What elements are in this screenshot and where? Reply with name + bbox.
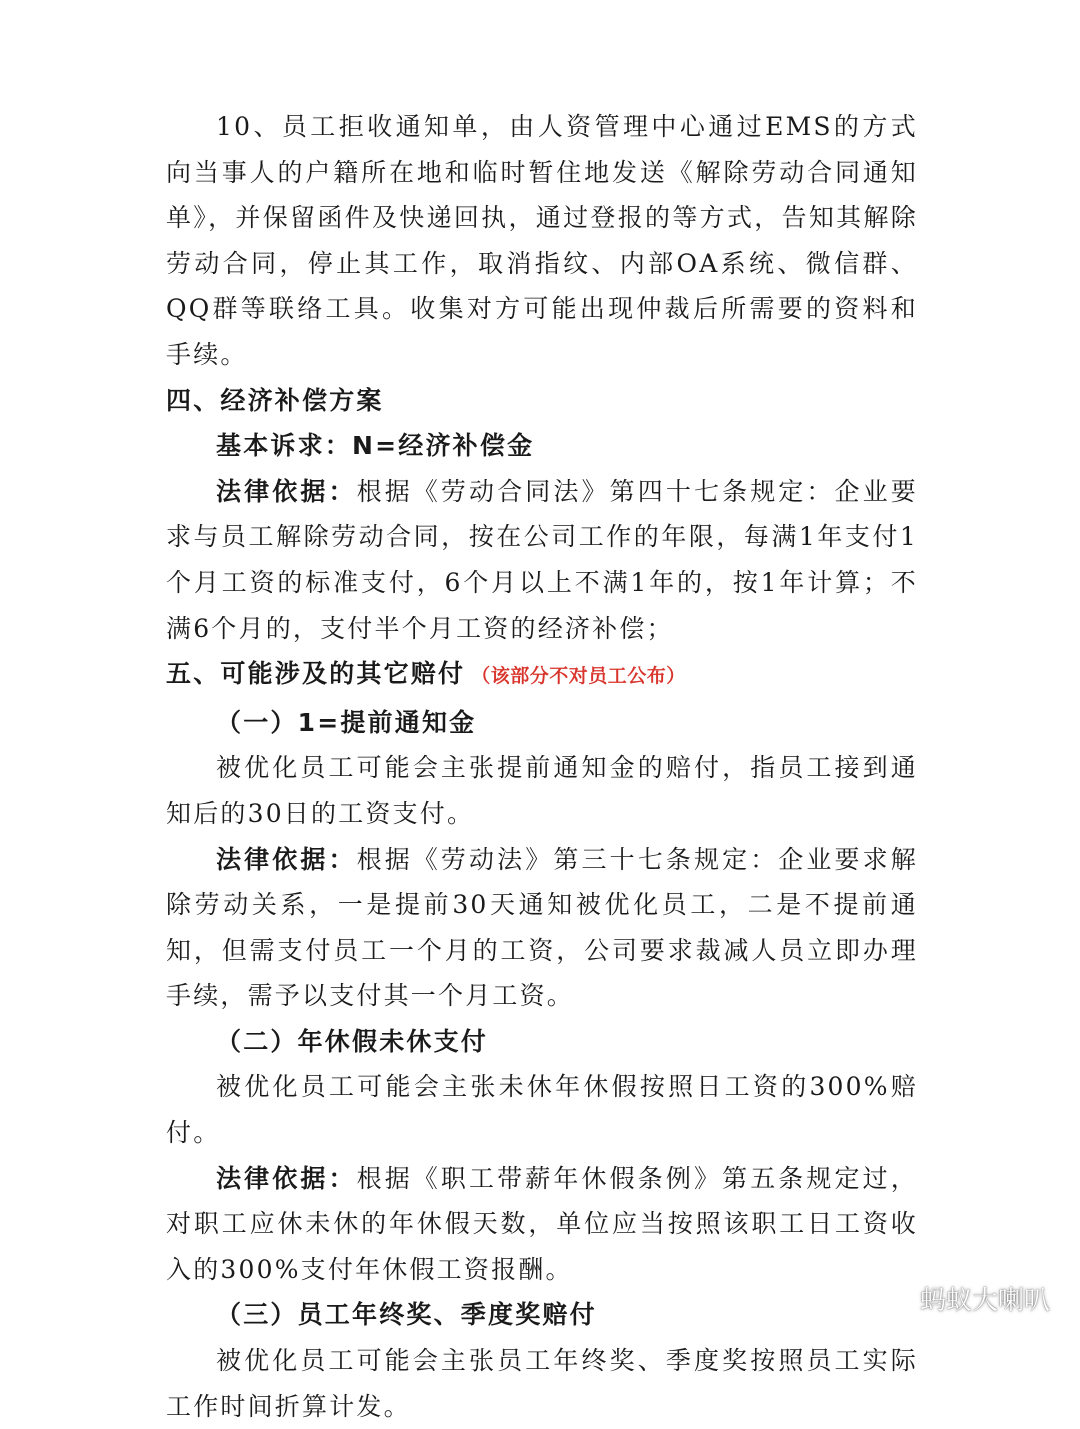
legal-basis-paragraph-1 — [166, 469, 918, 651]
legal-basis-label: 法律依据： — [216, 476, 357, 506]
document-body — [166, 104, 918, 1429]
legal-basis-paragraph-2 — [166, 837, 918, 1019]
watermark-text: 蚂蚁大喇叭 — [919, 1286, 1050, 1316]
legal-basis-text-1: 根据《劳动合同法》第四十七条规定：企业要求与员工解除劳动合同，按在公司工作的年限，每满1年支付1个月工资的标准支付，6个月以上不满1年的，按1年计算；不满6个月的，支付半个月工资的经济补偿； — [166, 476, 918, 643]
basic-claim-text: N=经济补偿金 — [352, 431, 535, 461]
section-heading-5-note: （该部分不对员工公布） — [471, 665, 686, 688]
legal-basis-text-3: 根据《职工带薪年休假条例》第五条规定过，对职工应休未休的年休假天数，单位应当按照该职工日工资收入的300%支付年休假工资报酬。 — [166, 1163, 918, 1284]
subsection-2-paragraph: 被优化员工可能会主张未休年休假按照日工资的300%赔付。 — [166, 1072, 918, 1148]
paragraph-item-10: 10、员工拒收通知单，由人资管理中心通过EMS的方式向当事人的户籍所在地和临时暂住地发送《解除劳动合同通知单》，并保留函件及快递回执，通过登报的等方式，告知其解除劳动合同，停止其工作，取消指纹、内部OA系统、微信群、QQ群等联络工具。收集对方可能出现仲裁后所需要的资料和手续。 — [166, 112, 918, 369]
subsection-1-paragraph: 被优化员工可能会主张提前通知金的赔付，指员工接到通知后的30日的工资支付。 — [166, 753, 918, 828]
subheading-1: （一）1=提前通知金 — [216, 707, 477, 737]
section-heading-5-text: 五、可能涉及的其它赔付 — [166, 659, 466, 689]
subsection-3-paragraph: 被优化员工可能会主张员工年终奖、季度奖按照员工实际工作时间折算计发。 — [166, 1346, 918, 1421]
subheading-2: （二）年休假未休支付 — [216, 1026, 489, 1056]
legal-basis-label: 法律依据： — [216, 1163, 357, 1193]
wechat-icon — [878, 1284, 912, 1314]
section-heading-5 — [166, 651, 918, 700]
legal-basis-text-2: 根据《劳动法》第三十七条规定：企业要求解除劳动关系，一是提前30天通知被优化员工，二是不提前通知，但需支付员工一个月的工资，公司要求裁减人员立即办理手续，需予以支付其一个月工资。 — [166, 844, 918, 1011]
legal-basis-label: 法律依据： — [216, 844, 357, 874]
section-heading-4: 四、经济补偿方案 — [166, 385, 384, 415]
watermark — [878, 1280, 1050, 1317]
basic-claim-label: 基本诉求： — [216, 431, 353, 461]
basic-claim-paragraph — [166, 423, 918, 469]
subheading-3: （三）员工年终奖、季度奖赔付 — [216, 1300, 597, 1330]
legal-basis-paragraph-3 — [166, 1156, 918, 1293]
